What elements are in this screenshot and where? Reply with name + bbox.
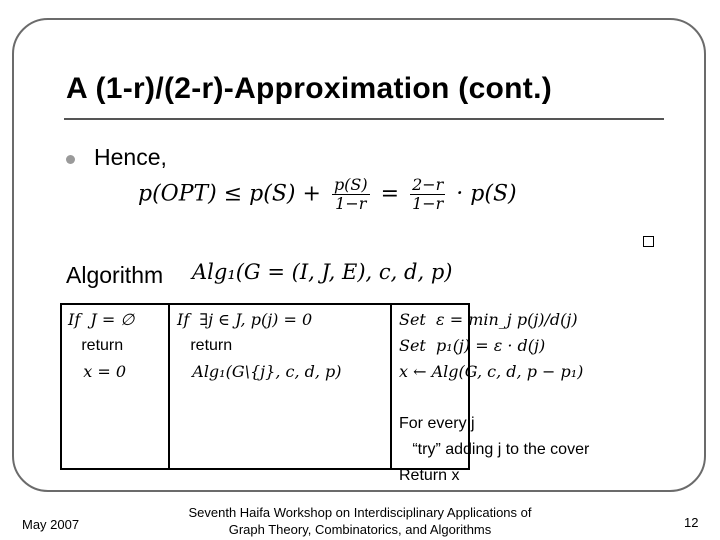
algorithm-col-zero-cost — [177, 307, 342, 385]
bullet-text: Hence, — [94, 144, 167, 170]
col3-line2: Set p₁(j) = ε · d(j) — [399, 336, 546, 355]
fraction-1-denominator: 1−r — [335, 194, 367, 213]
col1-line1: If J = ∅ — [68, 310, 135, 329]
column-divider-1 — [168, 303, 170, 470]
footer-date: May 2007 — [22, 517, 80, 532]
algorithm-col-recursive-case — [399, 307, 589, 489]
col3-line5: For every j — [399, 415, 475, 432]
bullet-icon — [66, 155, 75, 164]
column-divider-2 — [390, 303, 392, 470]
footer-page-number: 12 — [684, 515, 699, 530]
algorithm-signature: Alg₁(G = (I, J, E), c, d, p) — [192, 260, 453, 284]
equation-tail: · p(S) — [456, 181, 517, 207]
col2-line2: return — [177, 337, 233, 354]
col1-line3: x = 0 — [68, 362, 127, 381]
footer-venue — [160, 504, 560, 538]
algorithm-label: Algorithm — [66, 262, 164, 288]
qed-square-icon — [643, 236, 654, 247]
algorithm-col-base-case — [68, 307, 134, 385]
footer-venue-line1: Seventh Haifa Workshop on Interdisciplinary Applications of — [188, 505, 532, 520]
equation-lhs: p(OPT) ≤ p(S) + — [138, 181, 321, 207]
col2-line3: Alg₁(G\{j}, c, d, p) — [177, 362, 342, 381]
fraction-1 — [332, 176, 370, 213]
col1-line2: return — [68, 337, 124, 354]
col3-line4 — [399, 385, 589, 411]
fraction-2-numerator: 2−r — [412, 175, 444, 194]
col3-line6: “try” adding j to the cover — [399, 441, 590, 458]
ratio-equation — [138, 176, 517, 213]
footer-venue-line2: Graph Theory, Combinatorics, and Algorithms — [228, 522, 492, 537]
equation-equals: = — [380, 181, 400, 207]
fraction-2-denominator: 1−r — [412, 194, 444, 213]
col3-line1: Set ε = min_j p(j)/d(j) — [399, 310, 578, 329]
col3-line7: Return x — [399, 467, 460, 484]
col2-line1: If ∃j ∈ J, p(j) = 0 — [177, 310, 313, 329]
fraction-2 — [410, 176, 445, 213]
col3-line3: x ← Alg(G, c, d, p − p₁) — [399, 362, 584, 381]
fraction-1-numerator: p(S) — [333, 175, 368, 194]
slide-title: A (1-r)/(2-r)-Approximation (cont.) — [66, 72, 553, 105]
title-underline — [64, 118, 664, 120]
